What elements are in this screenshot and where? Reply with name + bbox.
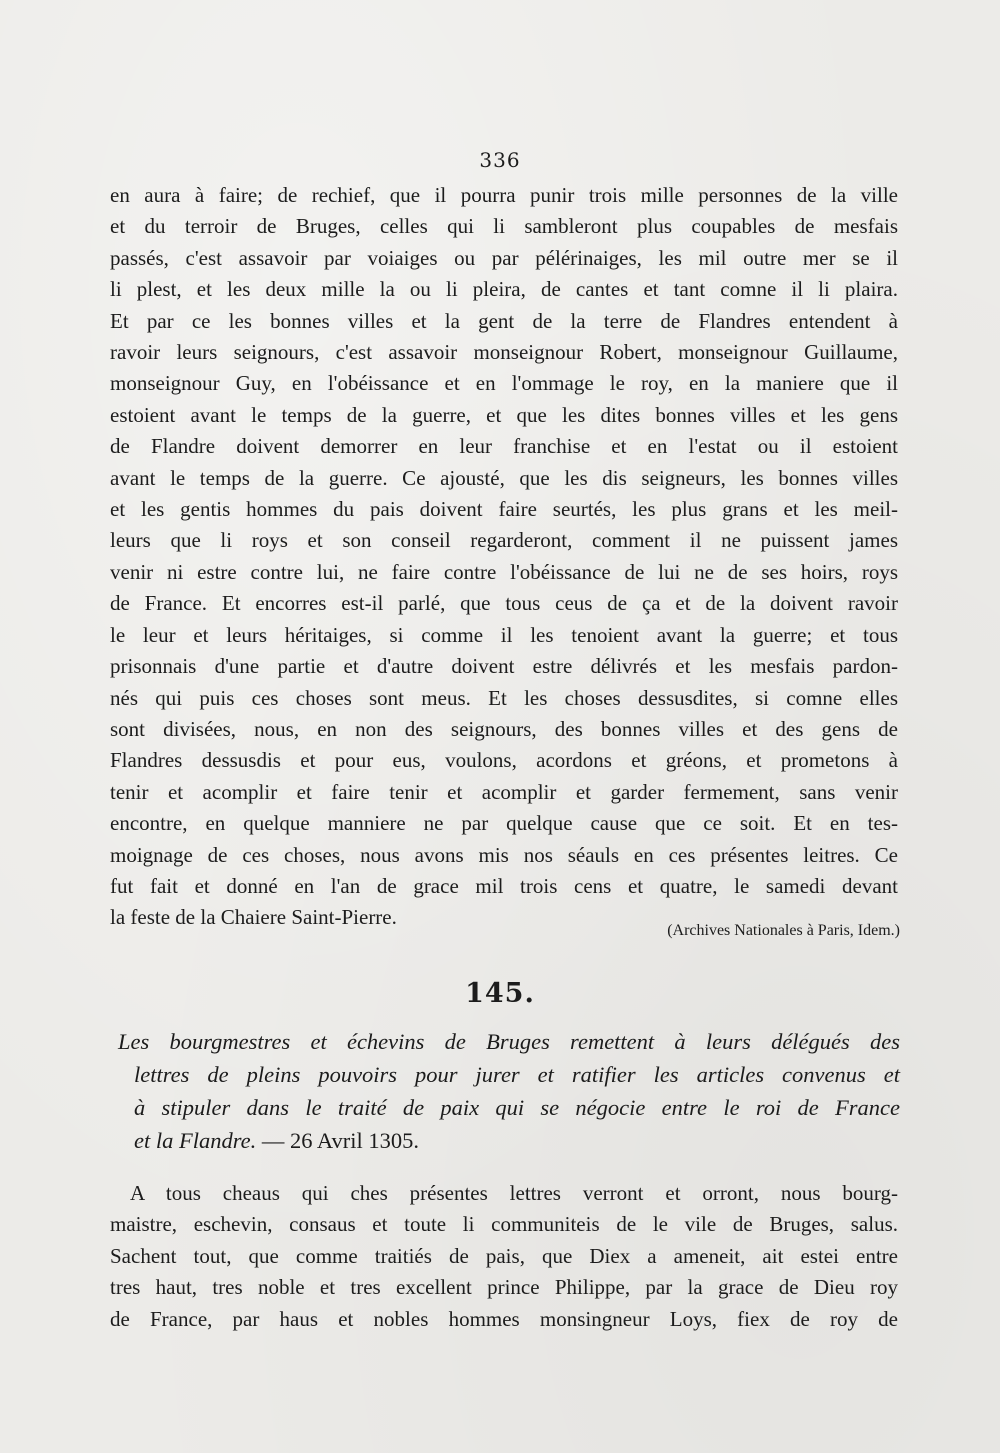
text-line: le leur et leurs héritaiges, si comme il les tenoient avant la guerre; et tous [110, 622, 898, 647]
text-line: en aura à faire; de rechief, que il pourra punir trois mille personnes de la ville [110, 183, 898, 207]
text-line: Sachent tout, que comme traitiés de pais, que Diex a ameneit, ait estei entre [110, 1243, 898, 1268]
text-line: Et par ce les bonnes villes et la gent de la terre de Flandres entendent à [110, 308, 898, 333]
summary-line: Les bourgmestres et échevins de Bruges remettent à leurs délégués des [118, 1029, 900, 1054]
text-line: moignage de ces choses, nous avons mis nos séauls en ces présentes leitres. Ce [110, 842, 898, 867]
text-line: avant le temps de la guerre. Ce ajousté, que les dis seigneurs, les bonnes villes [110, 465, 898, 490]
text-line: passés, c'est assavoir par voiaiges ou par pélérinaiges, les mil outre mer se il [110, 245, 898, 270]
document-number: 145. [465, 978, 535, 1009]
text-line: A tous cheaus qui ches présentes lettres verront et orront, nous bourg- [130, 1181, 898, 1205]
text-line: prisonnais d'une partie et d'autre doivent estre délivrés et les mesfais pardon- [110, 654, 898, 679]
text-line: maistre, eschevin, consaus et toute li communiteis de le vile de Bruges, salus. [110, 1212, 898, 1237]
text-line: de France. Et encorres est-il parlé, que tous ceus de ça et de la doivent ravoir [110, 591, 898, 616]
text-line: leurs que li roys et son conseil regarderont, comment il ne puissent james [110, 528, 898, 553]
summary-line: à stipuler dans le traité de paix qui se négocie entre le roi de France [134, 1095, 900, 1120]
summary-line: lettres de pleins pouvoirs pour jurer et ratifier les articles convenus et [134, 1062, 900, 1087]
text-line: fut fait et donné en l'an de grace mil trois cens et quatre, le samedi devant [110, 873, 898, 898]
document-body-text [110, 1178, 898, 1335]
text-line: encontre, en quelque manniere ne par quelque cause que ce soit. Et en tes- [110, 811, 898, 836]
text-line: de Flandre doivent demorrer en leur franchise et en l'estat ou il estoient [110, 434, 898, 459]
archive-source-note: (Archives Nationales à Paris, Idem.) [667, 922, 900, 939]
text-line: et les gentis hommes du pais doivent faire seurtés, les plus grans et les meil- [110, 497, 898, 522]
text-line: tres haut, tres noble et tres excellent prince Philippe, par la grace de Dieu roy [110, 1275, 898, 1300]
text-line: la feste de la Chaiere Saint-Pierre. [110, 905, 397, 930]
text-line: estoient avant le temps de la guerre, et que les dites bonnes villes et les gens [110, 402, 898, 427]
text-line: sont divisées, nous, en non des seignours, des bonnes villes et des gens de [110, 716, 898, 741]
text-line: ravoir leurs seignours, c'est assavoir monseignour Robert, monseignour Guillaume, [110, 340, 898, 365]
text-line: venir ni estre contre lui, ne faire contre l'obéissance de lui ne de ses hoirs, roys [110, 559, 898, 584]
text-line: li plest, et les deux mille la ou li pleira, de cantes et tant comne il li plaira. [110, 277, 898, 302]
text-line: tenir et acomplir et faire tenir et acomplir et garder fermement, sans venir [110, 779, 898, 804]
text-line: monseignour Guy, en l'obéissance et en l'ommage le roy, en la maniere que il [110, 371, 898, 396]
text-line: de France, par haus et nobles hommes monsingneur Loys, fiex de roy de [110, 1306, 898, 1331]
text-line: Flandres dessusdis et pour eus, voulons, acordons et gréons, et prometons à [110, 748, 898, 773]
summary-date: — 26 Avril 1305. [256, 1128, 419, 1153]
text-line: nés qui puis ces choses sont meus. Et les choses dessusdites, si comne elles [110, 685, 898, 710]
text-line: et du terroir de Bruges, celles qui li sambleront plus coupables de mesfais [110, 214, 898, 239]
summary-line: et la Flandre. [134, 1128, 257, 1153]
summary-line-last [118, 1124, 900, 1157]
preceding-document-text [110, 180, 898, 934]
document-summary [118, 1025, 900, 1157]
page-number: 336 [479, 148, 521, 172]
